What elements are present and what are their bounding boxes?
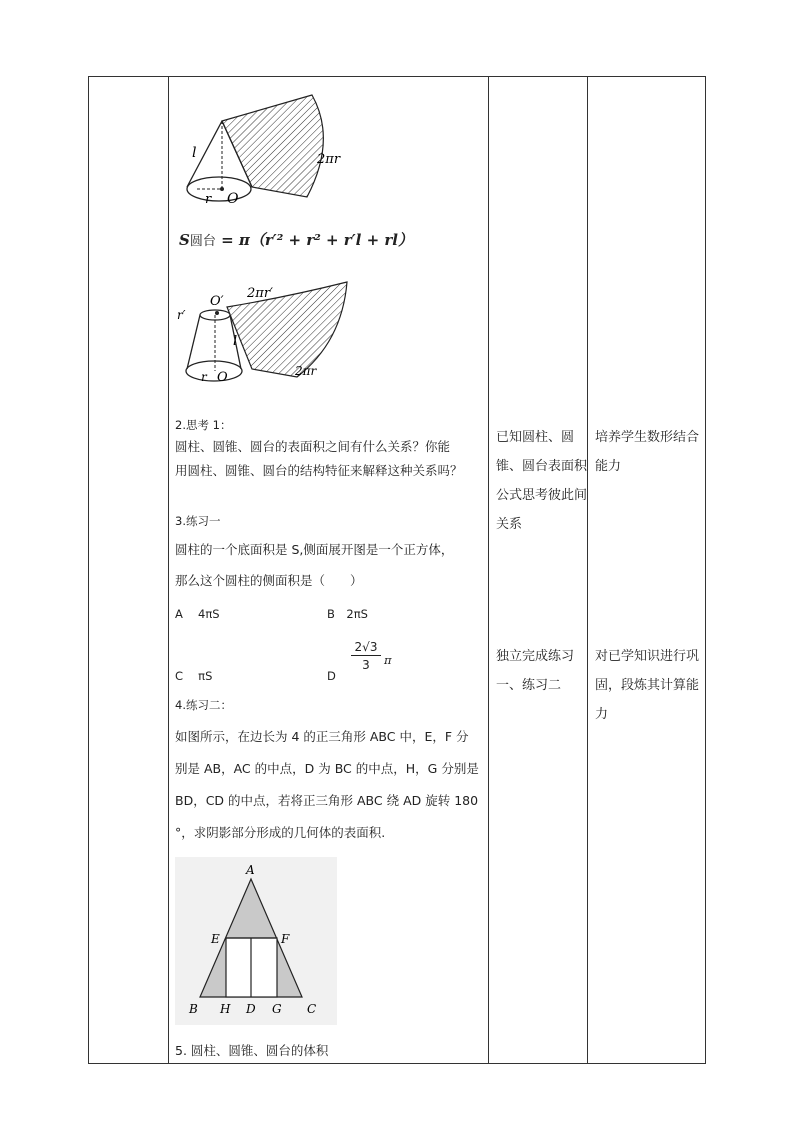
option-d-fraction: [351, 639, 381, 674]
bottom-radius-label: r: [201, 370, 207, 384]
label-g: G: [272, 1002, 282, 1016]
label-e: E: [211, 932, 220, 946]
top-center-label: O′: [210, 294, 224, 309]
slant-label: l: [192, 145, 197, 161]
think-heading: 2.思考 1：: [175, 418, 232, 432]
teaching-content-cell: [169, 77, 487, 1063]
label-c: C: [307, 1002, 317, 1016]
option-a: A 4πS: [175, 607, 220, 621]
design-intent-1: 培养学生数形结合能力: [595, 430, 700, 474]
student-activity-2: 独立完成练习一、练习二: [496, 649, 575, 693]
arc-label: 2πr: [317, 152, 341, 167]
exercise2-line-3: BD，CD 的中点，若将正三角形 ABC 绕 AD 旋转 180: [175, 793, 479, 808]
exercise2-line-1: 如图所示，在边长为 4 的正三角形 ABC 中，E，F 分: [175, 729, 469, 744]
fraction-numerator: 2√3: [351, 639, 381, 656]
radius-label: r: [205, 192, 212, 207]
option-d-pi: π: [384, 653, 392, 667]
think-line-2: 用圆柱、圆锥、圆台的结构特征来解释这种关系吗？: [175, 463, 463, 478]
label-a: A: [246, 863, 255, 877]
exercise1-line-2: 那么这个圆柱的侧面积是（ ）: [175, 573, 363, 588]
frustum-development-figure: [177, 277, 387, 397]
think-line-1: 圆柱、圆锥、圆台的表面积之间有什么关系？你能: [175, 439, 451, 454]
fraction-denominator: 3: [362, 658, 370, 672]
exercise2-heading: 4.练习二：: [175, 698, 232, 712]
cone-development-figure: [177, 85, 377, 215]
bottom-arc-label: 2πr: [295, 364, 317, 378]
lesson-table: [88, 76, 706, 1064]
option-c: C πS: [175, 669, 213, 683]
center-label: O: [227, 191, 239, 207]
formula-subscript: 圆台: [189, 234, 216, 249]
column-divider: [488, 77, 489, 1063]
formula-symbol: S: [179, 231, 190, 249]
top-radius-label: r′: [177, 308, 186, 322]
label-h: H: [220, 1002, 231, 1016]
label-d: D: [246, 1002, 256, 1016]
column-divider: [587, 77, 588, 1063]
top-arc-label: 2πr′: [247, 286, 273, 301]
label-b: B: [189, 1002, 198, 1016]
triangle-figure: [175, 857, 337, 1025]
slant-label: l: [233, 334, 238, 349]
formula-rhs: = π（r′² + r² + r′l + rl）: [221, 231, 413, 249]
exercise2-line-4: °，求阴影部分形成的几何体的表面积.: [175, 825, 386, 840]
exercise1-heading: 3.练习一: [175, 514, 221, 528]
option-b: B 2πS: [327, 607, 368, 621]
student-activity-1: 已知圆柱、圆锥、圆台表面积公式思考彼此间关系: [496, 430, 588, 532]
design-intent-2: 对已学知识进行巩固，段炼其计算能力: [595, 649, 700, 722]
bottom-center-label: O: [217, 370, 228, 385]
option-d: D: [327, 669, 336, 683]
exercise2-line-2: 别是 AB，AC 的中点，D 为 BC 的中点，H，G 分别是: [175, 761, 479, 776]
item5-heading: 5. 圆柱、圆锥、圆台的体积: [175, 1043, 329, 1058]
exercise1-line-1: 圆柱的一个底面积是 S,侧面展开图是一个正方体，: [175, 542, 454, 557]
frustum-area-formula: [179, 229, 413, 250]
label-f: F: [281, 932, 290, 946]
